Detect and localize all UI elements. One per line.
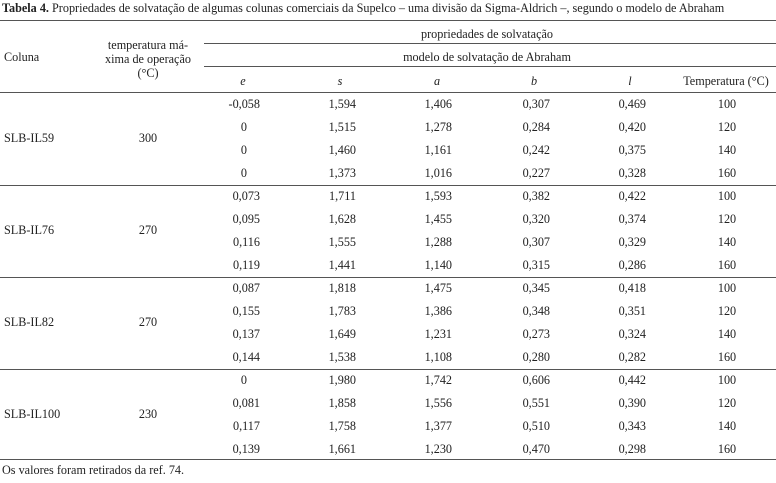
g2-r3-b: 0,307 bbox=[522, 235, 550, 249]
caption-label: Tabela 4. bbox=[2, 1, 49, 15]
g2-r2-temp: 120 bbox=[717, 212, 737, 226]
g1-r4-l: 0,328 bbox=[618, 166, 646, 180]
table-caption bbox=[2, 1, 724, 16]
g3-r3-b: 0,273 bbox=[522, 327, 550, 341]
g3-r1-temp: 100 bbox=[717, 281, 737, 295]
g1-r2-e: 0 bbox=[240, 120, 247, 134]
g2-r4-e: 0,119 bbox=[233, 258, 260, 272]
g2-r1-temp: 100 bbox=[717, 189, 737, 203]
g2-r4-b: 0,315 bbox=[522, 258, 550, 272]
rule-under-propriedades bbox=[204, 43, 776, 44]
g2-r3-temp: 140 bbox=[717, 235, 737, 249]
g3-r2-temp: 120 bbox=[717, 304, 737, 318]
g1-r4-b: 0,227 bbox=[522, 166, 550, 180]
g4-r2-temp: 120 bbox=[717, 396, 737, 410]
g4-r1-e: 0 bbox=[240, 373, 247, 387]
g2-r3-e: 0,116 bbox=[233, 235, 260, 249]
g2-r4-l: 0,286 bbox=[618, 258, 646, 272]
g2-r2-l: 0,374 bbox=[618, 212, 646, 226]
g4-r3-a: 1,377 bbox=[424, 419, 452, 433]
g4-r4-temp: 160 bbox=[717, 442, 737, 456]
rule-group-1 bbox=[0, 185, 776, 186]
g3-r4-temp: 160 bbox=[717, 350, 737, 364]
g4-r2-b: 0,551 bbox=[522, 396, 550, 410]
g3-r1-l: 0,418 bbox=[618, 281, 646, 295]
g3-r3-s: 1,649 bbox=[328, 327, 356, 341]
g3-r2-e: 0,155 bbox=[232, 304, 260, 318]
g3-r2-l: 0,351 bbox=[618, 304, 646, 318]
g3-r3-a: 1,231 bbox=[424, 327, 452, 341]
g4-r2-s: 1,858 bbox=[328, 396, 356, 410]
header-param-l: l bbox=[628, 74, 632, 88]
g2-r2-b: 0,320 bbox=[522, 212, 550, 226]
g1-r3-s: 1,460 bbox=[328, 143, 356, 157]
g4-r3-l: 0,343 bbox=[618, 419, 646, 433]
group-2-tmax: 270 bbox=[138, 223, 158, 237]
g1-r1-s: 1,594 bbox=[328, 97, 356, 111]
g2-r4-a: 1,140 bbox=[424, 258, 452, 272]
g3-r2-b: 0,348 bbox=[522, 304, 550, 318]
g4-r1-l: 0,442 bbox=[618, 373, 646, 387]
group-1-coluna: SLB-IL59 bbox=[4, 131, 55, 145]
group-4-tmax: 230 bbox=[138, 407, 158, 421]
g4-r2-a: 1,556 bbox=[424, 396, 452, 410]
g2-r4-temp: 160 bbox=[717, 258, 737, 272]
group-3-coluna: SLB-IL82 bbox=[4, 315, 55, 329]
header-propriedades: propriedades de solvatação bbox=[421, 27, 553, 41]
g1-r1-l: 0,469 bbox=[618, 97, 646, 111]
g2-r4-s: 1,441 bbox=[328, 258, 356, 272]
g2-r1-l: 0,422 bbox=[618, 189, 646, 203]
g4-r3-e: 0,117 bbox=[233, 419, 260, 433]
g1-r3-l: 0,375 bbox=[618, 143, 646, 157]
g2-r1-e: 0,073 bbox=[232, 189, 260, 203]
g3-r3-temp: 140 bbox=[717, 327, 737, 341]
g1-r1-a: 1,406 bbox=[424, 97, 452, 111]
g1-r2-b: 0,284 bbox=[522, 120, 550, 134]
g1-r4-s: 1,373 bbox=[328, 166, 356, 180]
g1-r3-b: 0,242 bbox=[522, 143, 550, 157]
group-1-tmax: 300 bbox=[138, 131, 158, 145]
rule-top bbox=[0, 20, 776, 21]
g4-r1-b: 0,606 bbox=[522, 373, 550, 387]
g4-r3-s: 1,758 bbox=[328, 419, 356, 433]
g3-r4-b: 0,280 bbox=[522, 350, 550, 364]
g1-r4-temp: 160 bbox=[717, 166, 737, 180]
g3-r1-b: 0,345 bbox=[522, 281, 550, 295]
g3-r3-e: 0,137 bbox=[232, 327, 260, 341]
g1-r1-b: 0,307 bbox=[522, 97, 550, 111]
g1-r2-a: 1,278 bbox=[424, 120, 452, 134]
g2-r1-s: 1,711 bbox=[329, 189, 356, 203]
rule-under-modelo bbox=[204, 66, 776, 67]
group-3-tmax: 270 bbox=[138, 315, 158, 329]
g1-r4-e: 0 bbox=[240, 166, 247, 180]
g1-r3-a: 1,161 bbox=[424, 143, 452, 157]
g4-r2-l: 0,390 bbox=[618, 396, 646, 410]
table-footnote: Os valores foram retirados da ref. 74. bbox=[2, 463, 185, 477]
caption-text: Propriedades de solvatação de algumas colunas comerciais da Supelco – uma divisão da Sigma-Aldrich –, segundo o modelo de Abraham bbox=[48, 1, 725, 15]
g1-r1-temp: 100 bbox=[717, 97, 737, 111]
group-2-coluna: SLB-IL76 bbox=[4, 223, 55, 237]
g2-r1-b: 0,382 bbox=[522, 189, 550, 203]
g4-r4-a: 1,230 bbox=[424, 442, 452, 456]
rule-group-3 bbox=[0, 369, 776, 370]
g1-r3-e: 0 bbox=[240, 143, 247, 157]
g2-r2-e: 0,095 bbox=[232, 212, 260, 226]
g4-r1-a: 1,742 bbox=[424, 373, 452, 387]
group-4-coluna: SLB-IL100 bbox=[4, 407, 61, 421]
header-temp-max-3: (°C) bbox=[137, 66, 159, 80]
g4-r1-s: 1,980 bbox=[328, 373, 356, 387]
g3-r3-l: 0,324 bbox=[618, 327, 646, 341]
g1-r2-temp: 120 bbox=[717, 120, 737, 134]
g4-r4-e: 0,139 bbox=[232, 442, 260, 456]
g3-r1-a: 1,475 bbox=[424, 281, 452, 295]
header-temp-max-2: xima de operação bbox=[105, 52, 191, 66]
g4-r4-b: 0,470 bbox=[522, 442, 550, 456]
g4-r1-temp: 100 bbox=[717, 373, 737, 387]
rule-header-bottom bbox=[0, 92, 776, 93]
g3-r4-l: 0,282 bbox=[618, 350, 646, 364]
g4-r3-temp: 140 bbox=[717, 419, 737, 433]
g3-r2-s: 1,783 bbox=[328, 304, 356, 318]
g1-r2-l: 0,420 bbox=[618, 120, 646, 134]
g4-r4-l: 0,298 bbox=[618, 442, 646, 456]
rule-group-2 bbox=[0, 277, 776, 278]
header-temperatura: Temperatura (°C) bbox=[683, 74, 769, 88]
header-param-e: e bbox=[240, 74, 246, 88]
g3-r4-e: 0,144 bbox=[232, 350, 260, 364]
header-temp-max-1: temperatura má- bbox=[107, 38, 189, 52]
header-param-a: a bbox=[433, 74, 441, 88]
g4-r4-s: 1,661 bbox=[328, 442, 356, 456]
header-param-s: s bbox=[337, 74, 343, 88]
g3-r4-s: 1,538 bbox=[328, 350, 356, 364]
g2-r3-l: 0,329 bbox=[618, 235, 646, 249]
g2-r2-s: 1,628 bbox=[328, 212, 356, 226]
g2-r3-a: 1,288 bbox=[424, 235, 452, 249]
g2-r3-s: 1,555 bbox=[328, 235, 356, 249]
g1-r3-temp: 140 bbox=[717, 143, 737, 157]
g1-r1-e: -0,058 bbox=[228, 97, 260, 111]
header-modelo: modelo de solvatação de Abraham bbox=[403, 50, 571, 64]
g3-r4-a: 1,108 bbox=[424, 350, 452, 364]
g2-r1-a: 1,593 bbox=[424, 189, 452, 203]
g4-r3-b: 0,510 bbox=[522, 419, 550, 433]
rule-bottom bbox=[0, 459, 776, 460]
header-coluna: Coluna bbox=[4, 50, 40, 64]
g3-r2-a: 1,386 bbox=[424, 304, 452, 318]
header-param-b: b bbox=[530, 74, 538, 88]
g1-r2-s: 1,515 bbox=[328, 120, 356, 134]
g4-r2-e: 0,081 bbox=[232, 396, 260, 410]
g3-r1-e: 0,087 bbox=[232, 281, 260, 295]
g2-r2-a: 1,455 bbox=[424, 212, 452, 226]
g3-r1-s: 1,818 bbox=[328, 281, 356, 295]
g1-r4-a: 1,016 bbox=[424, 166, 452, 180]
